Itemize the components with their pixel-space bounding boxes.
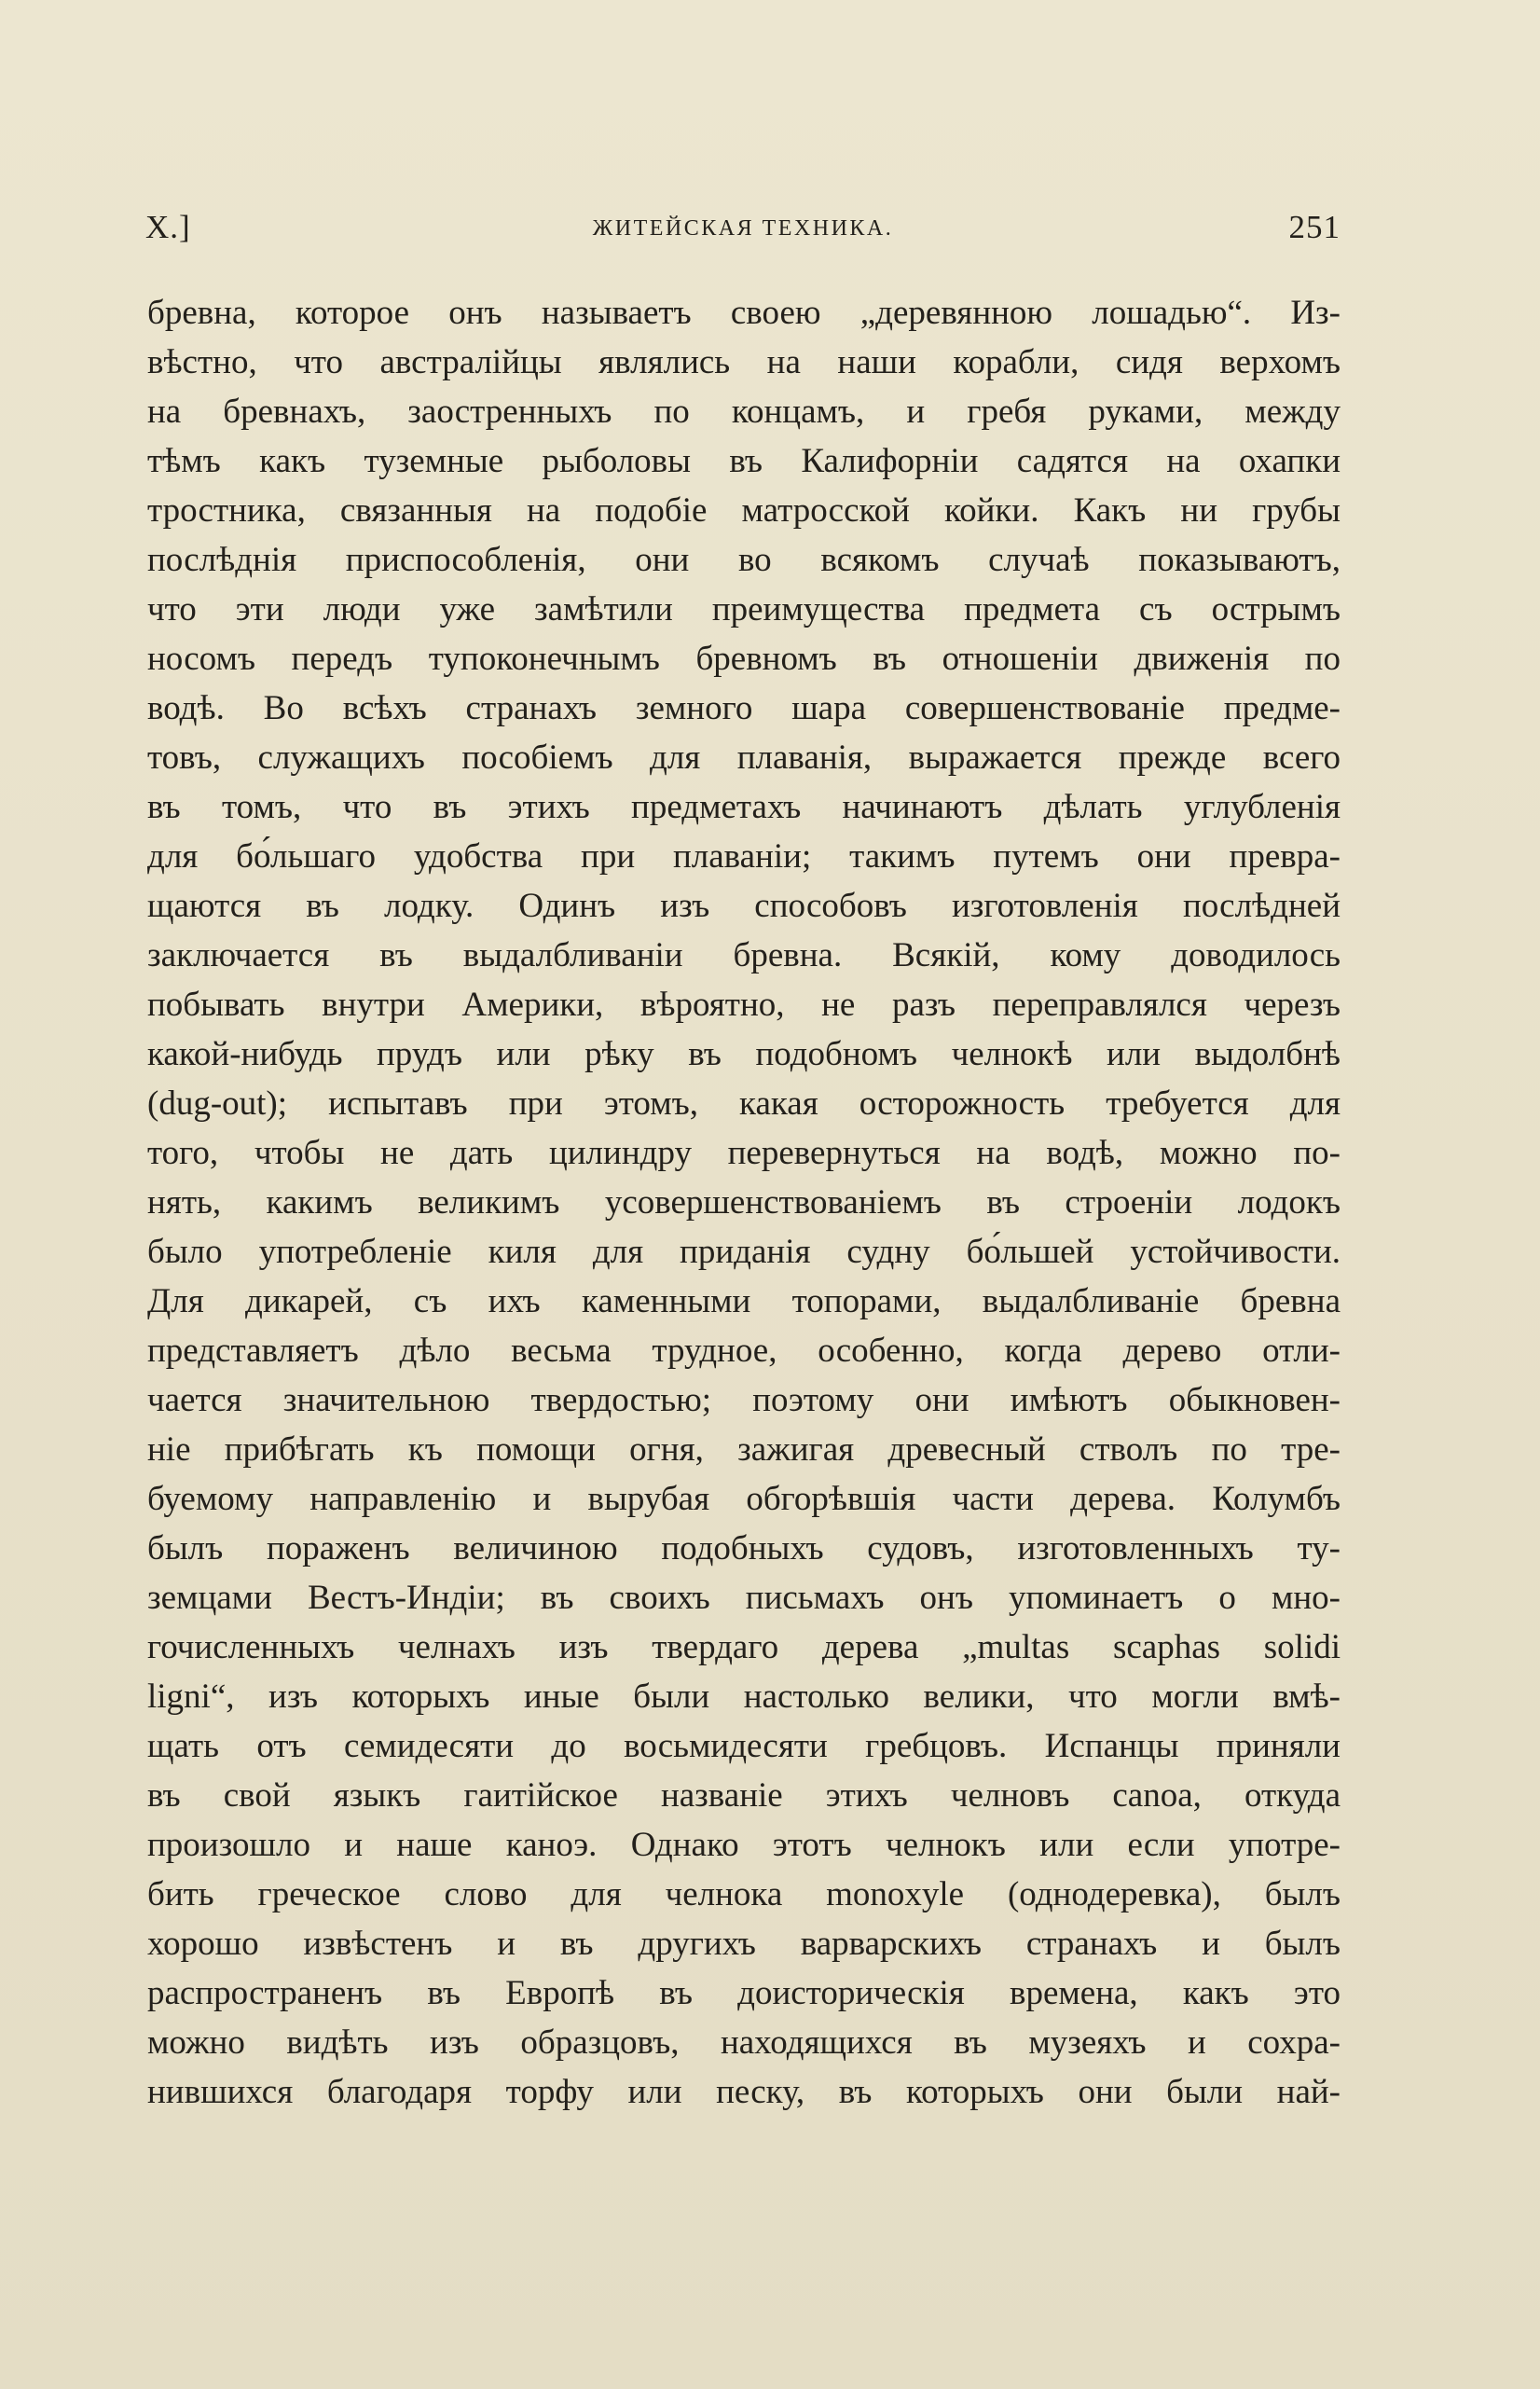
text-line: въ томъ, что въ этихъ предметахъ начинаютъ дѣлать углубленія: [147, 788, 1341, 826]
text-line: товъ, служащихъ пособіемъ для плаванія, выражается прежде всего: [147, 739, 1341, 777]
text-line: носомъ передъ тупоконечнымъ бревномъ въ отношеніи движенія по: [147, 640, 1341, 678]
text-line: что эти люди уже замѣтили преимущества предмета съ острымъ: [147, 590, 1341, 628]
text-line: для бо́льшаго удобства при плаваніи; такимъ путемъ они превра-: [147, 837, 1341, 876]
text-line: какой-нибудь прудъ или рѣку въ подобномъ челнокѣ или выдолбнѣ: [147, 1035, 1341, 1073]
body-text: [147, 288, 1341, 2117]
text-line: нять, какимъ великимъ усовершенствованіемъ въ строеніи лодокъ: [147, 1183, 1341, 1222]
text-line: было употребленіе киля для приданія судну бо́льшей устойчивости.: [147, 1233, 1341, 1271]
text-line: нившихся благодаря торфу или песку, въ которыхъ они были най-: [147, 2073, 1341, 2111]
text-line: хорошо извѣстенъ и въ другихъ варварскихъ странахъ и былъ: [147, 1925, 1341, 1963]
text-line: бревна, которое онъ называетъ своею „деревянною лошадью“. Из-: [147, 294, 1341, 332]
text-line: на бревнахъ, заостренныхъ по концамъ, и гребя руками, между: [147, 393, 1341, 431]
chapter-marker: X.]: [145, 209, 191, 245]
text-line: того, чтобы не дать цилиндру перевернуться на водѣ, можно по-: [147, 1134, 1341, 1172]
text-line: въ свой языкъ гаитійское названіе этихъ челновъ canoa, откуда: [147, 1776, 1341, 1815]
text-line: ligni“, изъ которыхъ иные были настолько велики, что могли вмѣ-: [147, 1678, 1341, 1716]
text-line: чается значительною твердостью; поэтому они имѣютъ обыкновен-: [147, 1381, 1341, 1419]
text-line: гочисленныхъ челнахъ изъ твердаго дерева „multas scaphas solidi: [147, 1628, 1341, 1666]
text-line: заключается въ выдалбливаніи бревна. Всякій, кому доводилось: [147, 936, 1341, 974]
text-line: былъ пораженъ величиною подобныхъ судовъ, изготовленныхъ ту-: [147, 1529, 1341, 1567]
text-line: тѣмъ какъ туземные рыболовы въ Калифорніи садятся на охапки: [147, 442, 1341, 480]
text-line: произошло и наше каноэ. Однако этотъ челнокъ или если употре-: [147, 1826, 1341, 1864]
text-line: распространенъ въ Европѣ въ доисторическія времена, какъ это: [147, 1974, 1341, 2012]
page-number: 251: [1288, 209, 1341, 245]
text-line: щать отъ семидесяти до восьмидесяти гребцовъ. Испанцы приняли: [147, 1727, 1341, 1765]
text-line: представляетъ дѣло весьма трудное, особенно, когда дерево отли-: [147, 1332, 1341, 1370]
running-title: ЖИТЕЙСКАЯ ТЕХНИКА.: [592, 216, 894, 241]
text-line: послѣднія приспособленія, они во всякомъ случаѣ показываютъ,: [147, 541, 1341, 579]
text-line: водѣ. Во всѣхъ странахъ земного шара совершенствованіе предме-: [147, 689, 1341, 727]
text-line: Для дикарей, съ ихъ каменными топорами, выдалбливаніе бревна: [147, 1282, 1341, 1320]
text-line: бить греческое слово для челнока monoxyle (однодеревка), былъ: [147, 1875, 1341, 1913]
text-line: ніе прибѣгать къ помощи огня, зажигая древесный стволъ по тре-: [147, 1430, 1341, 1469]
text-line: буемому направленію и вырубая обгорѣвшія части дерева. Колумбъ: [147, 1480, 1341, 1518]
text-line: тростника, связанныя на подобіе матросской койки. Какъ ни грубы: [147, 491, 1341, 530]
text-line: вѣстно, что австралійцы являлись на наши корабли, сидя верхомъ: [147, 343, 1341, 381]
text-line: побывать внутри Америки, вѣроятно, не разъ переправлялся черезъ: [147, 986, 1341, 1024]
running-header: [145, 209, 1341, 254]
text-line: щаются въ лодку. Одинъ изъ способовъ изготовленія послѣдней: [147, 887, 1341, 925]
text-line: земцами Вестъ-Индіи; въ своихъ письмахъ онъ упоминаетъ о мно-: [147, 1579, 1341, 1617]
text-line: (dug-out); испытавъ при этомъ, какая осторожность требуется для: [147, 1084, 1341, 1123]
text-line: можно видѣть изъ образцовъ, находящихся въ музеяхъ и сохра-: [147, 2023, 1341, 2062]
